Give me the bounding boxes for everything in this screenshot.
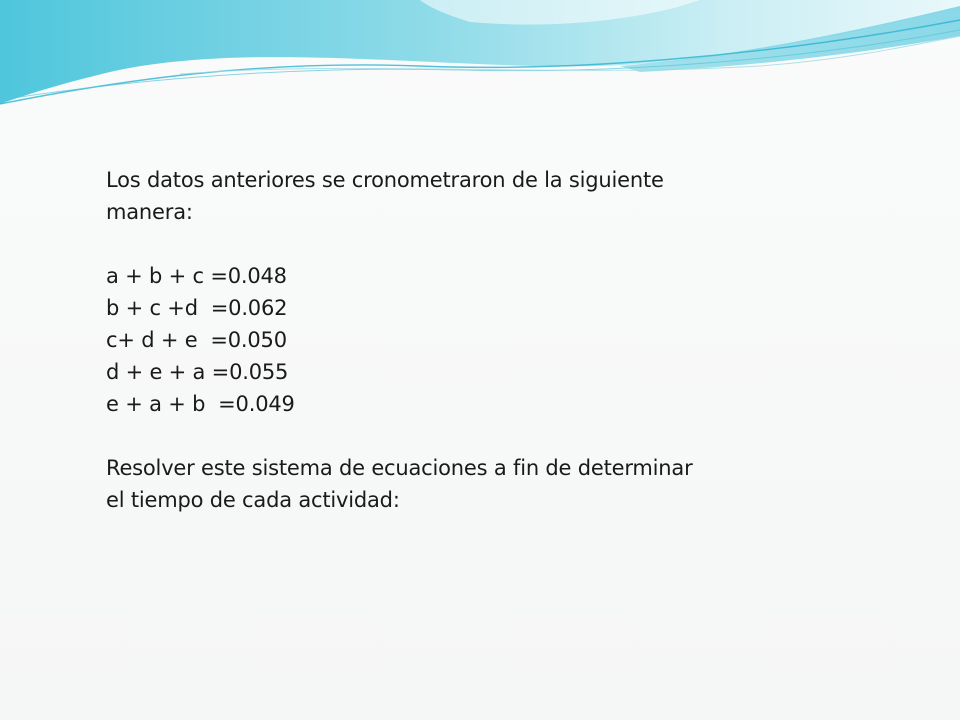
equation-3: c+ d + e =0.050 xyxy=(106,328,287,352)
closing-line-1: Resolver este sistema de ecuaciones a fin de determinar xyxy=(106,456,693,480)
equation-4: d + e + a =0.055 xyxy=(106,360,289,384)
equation-2: b + c +d =0.062 xyxy=(106,296,288,320)
decorative-wave-header xyxy=(0,0,960,130)
equation-5: e + a + b =0.049 xyxy=(106,392,295,416)
intro-line-1: Los datos anteriores se cronometraron de la siguiente xyxy=(106,168,664,192)
slide-body-text xyxy=(106,164,806,516)
spacer xyxy=(106,228,806,260)
equation-1: a + b + c =0.048 xyxy=(106,264,287,288)
spacer xyxy=(106,420,806,452)
intro-line-2: manera: xyxy=(106,200,193,224)
closing-line-2: el tiempo de cada actividad: xyxy=(106,488,400,512)
